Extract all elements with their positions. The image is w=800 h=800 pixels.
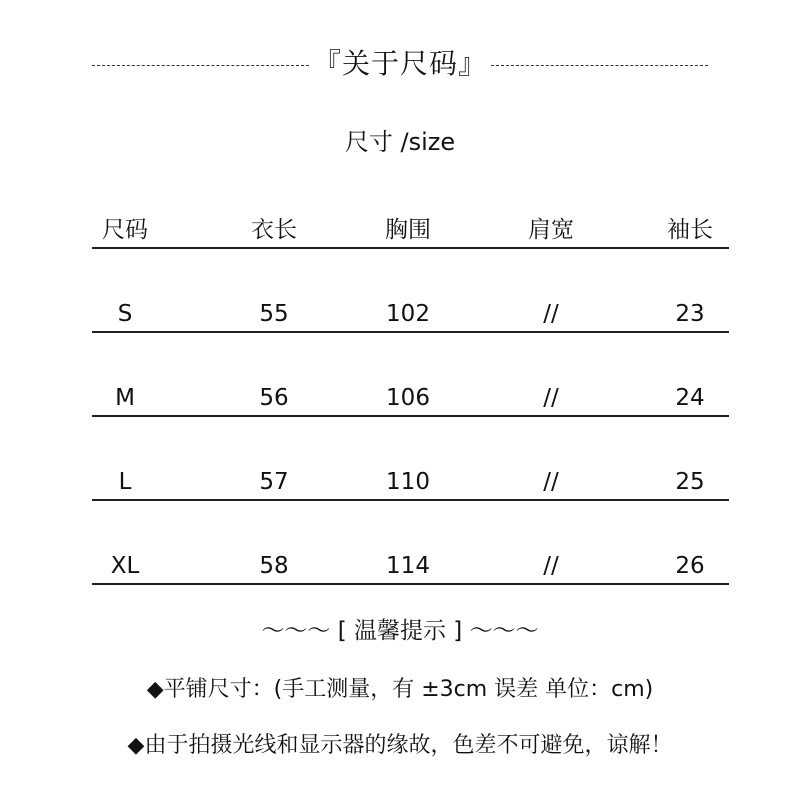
cell-chest: 114 [386, 553, 430, 579]
cell-shoulder: // [543, 301, 559, 327]
tip-note-measurement: ◆平铺尺寸：(手工测量，有 ±3cm 误差 单位：cm) [146, 677, 654, 702]
cell-chest: 110 [386, 469, 430, 495]
table-row [92, 333, 729, 417]
cell-length: 58 [259, 553, 289, 579]
tip-note-color: ◆由于拍摄光线和显示器的缘故，色差不可避免，谅解！ [127, 733, 673, 758]
table-row [92, 501, 729, 585]
table-row [92, 417, 729, 501]
cell-sleeve: 26 [675, 553, 705, 579]
title-dash-left [92, 65, 309, 66]
cell-shoulder: // [543, 469, 559, 495]
cell-size: L [118, 469, 132, 495]
cell-shoulder: // [543, 553, 559, 579]
cell-sleeve: 23 [675, 301, 705, 327]
title-row [92, 40, 708, 84]
page-title: 『关于尺码』 [313, 47, 488, 80]
header-sleeve: 袖长 [667, 217, 713, 243]
cell-length: 55 [259, 301, 289, 327]
cell-sleeve: 24 [675, 385, 705, 411]
cell-size: XL [110, 553, 140, 579]
size-table [92, 205, 729, 585]
size-subtitle: 尺寸 /size [344, 128, 456, 156]
cell-length: 56 [259, 385, 289, 411]
cell-length: 57 [259, 469, 289, 495]
cell-shoulder: // [543, 385, 559, 411]
table-header-row [92, 205, 729, 249]
table-row [92, 249, 729, 333]
cell-size: S [117, 301, 133, 327]
cell-sleeve: 25 [675, 469, 705, 495]
header-size: 尺码 [102, 217, 148, 243]
cell-chest: 102 [386, 301, 430, 327]
cell-chest: 106 [386, 385, 430, 411]
header-shoulder: 肩宽 [528, 217, 574, 243]
tips-title: ～～～ [ 温馨提示 ] ～～～ [261, 618, 539, 644]
title-dash-right [491, 65, 708, 66]
cell-size: M [115, 385, 135, 411]
header-chest: 胸围 [385, 217, 431, 243]
header-length: 衣长 [251, 217, 297, 243]
